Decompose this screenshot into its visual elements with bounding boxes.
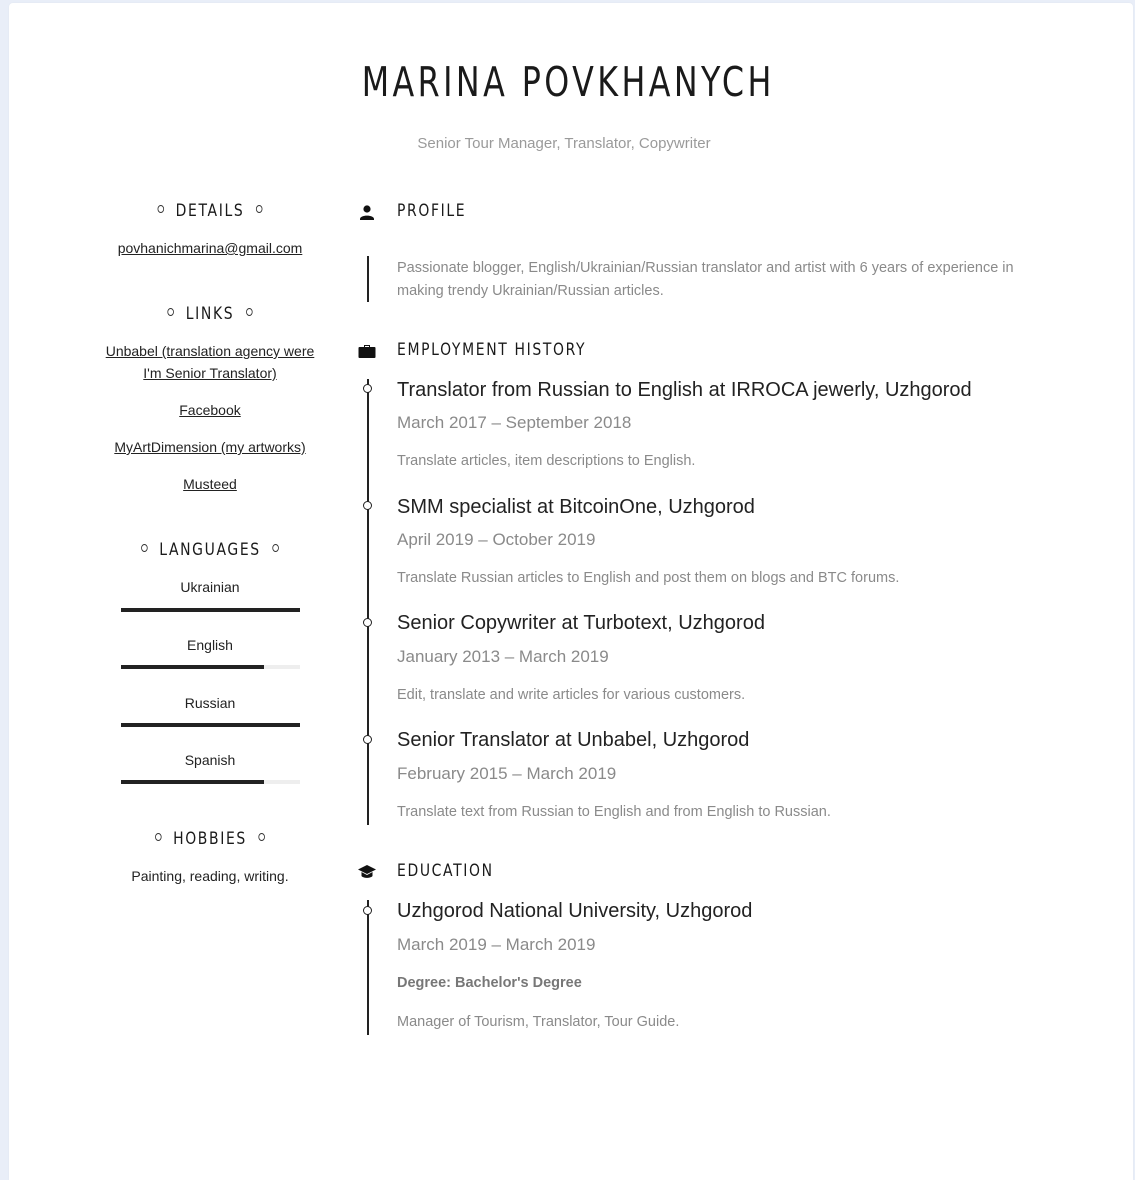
education-timeline <box>367 900 369 1035</box>
job-description: Edit, translate and write articles for various customers. <box>397 687 746 703</box>
circle-icon <box>158 205 165 213</box>
email-link[interactable]: povhanichmarina@gmail.com <box>117 240 303 256</box>
language-level-bar <box>121 723 300 727</box>
languages-heading: LANGUAGES <box>120 540 300 560</box>
language-level-bar <box>121 780 300 784</box>
education-dates: March 2019 – March 2019 <box>397 935 596 954</box>
job-dates: January 2013 – March 2019 <box>397 647 609 666</box>
education-degree: Degree: Bachelor's Degree <box>397 975 582 991</box>
language-name: Ukrainian <box>180 579 240 595</box>
job-title: Translator from Russian to English at IRROCA jewerly, Uzhgorod <box>397 379 972 401</box>
hobbies-heading: HOBBIES <box>120 829 300 849</box>
job-dates: April 2019 – October 2019 <box>397 530 596 549</box>
language-name: English <box>187 637 233 653</box>
job-title: SMM specialist at BitcoinOne, Uzhgorod <box>397 496 755 518</box>
timeline-node <box>363 384 372 393</box>
language-level-bar <box>121 608 300 612</box>
circle-icon <box>272 544 279 552</box>
link-unbabel[interactable]: Unbabel (translation agency were I'm Senior Translator) <box>105 343 315 381</box>
employment-heading: EMPLOYMENT HISTORY <box>397 340 587 360</box>
resume-name: MARINA POVKHANYCH <box>361 58 775 106</box>
profile-line <box>367 256 369 302</box>
circle-icon <box>141 544 148 552</box>
circle-icon <box>168 308 175 316</box>
circle-icon <box>258 833 265 841</box>
timeline-node <box>363 735 372 744</box>
circle-icon <box>246 308 253 316</box>
link-myartdimension[interactable]: MyArtDimension (my artworks) <box>114 439 306 455</box>
link-facebook[interactable]: Facebook <box>179 402 241 418</box>
timeline-node <box>363 501 372 510</box>
education-title: Uzhgorod National University, Uzhgorod <box>397 900 753 922</box>
circle-icon <box>155 833 162 841</box>
job-title: Senior Copywriter at Turbotext, Uzhgorod <box>397 612 765 634</box>
job-description: Translate text from Russian to English and from English to Russian. <box>397 804 831 820</box>
hobbies-text: Painting, reading, writing. <box>131 868 289 884</box>
circle-icon <box>256 205 263 213</box>
profile-heading: PROFILE <box>397 201 467 221</box>
briefcase-icon <box>357 341 377 361</box>
employment-timeline <box>367 379 369 825</box>
resume-subtitle: Senior Tour Manager, Translator, Copywriter <box>417 135 711 152</box>
job-description: Translate Russian articles to English and post them on blogs and BTC forums. <box>397 570 900 586</box>
profile-text: Passionate blogger, English/Ukrainian/Russian translator and artist with 6 years of experience in making trendy Ukrainian/Russian articles. <box>397 260 1014 299</box>
education-heading: EDUCATION <box>397 861 494 881</box>
link-musteed[interactable]: Musteed <box>183 476 237 492</box>
job-dates: February 2015 – March 2019 <box>397 764 617 783</box>
job-title: Senior Translator at Unbabel, Uzhgorod <box>397 729 750 751</box>
education-description: Manager of Tourism, Translator, Tour Guide. <box>397 1014 680 1030</box>
language-name: Russian <box>184 695 236 711</box>
timeline-node <box>363 906 372 915</box>
graduation-cap-icon <box>357 862 377 882</box>
details-heading: DETAILS <box>120 201 300 221</box>
language-name: Spanish <box>184 752 236 768</box>
links-heading: LINKS <box>120 304 300 324</box>
timeline-node <box>363 618 372 627</box>
job-description: Translate articles, item descriptions to English. <box>397 453 696 469</box>
person-icon <box>357 203 377 223</box>
job-dates: March 2017 – September 2018 <box>397 413 632 432</box>
language-level-bar <box>121 665 300 669</box>
